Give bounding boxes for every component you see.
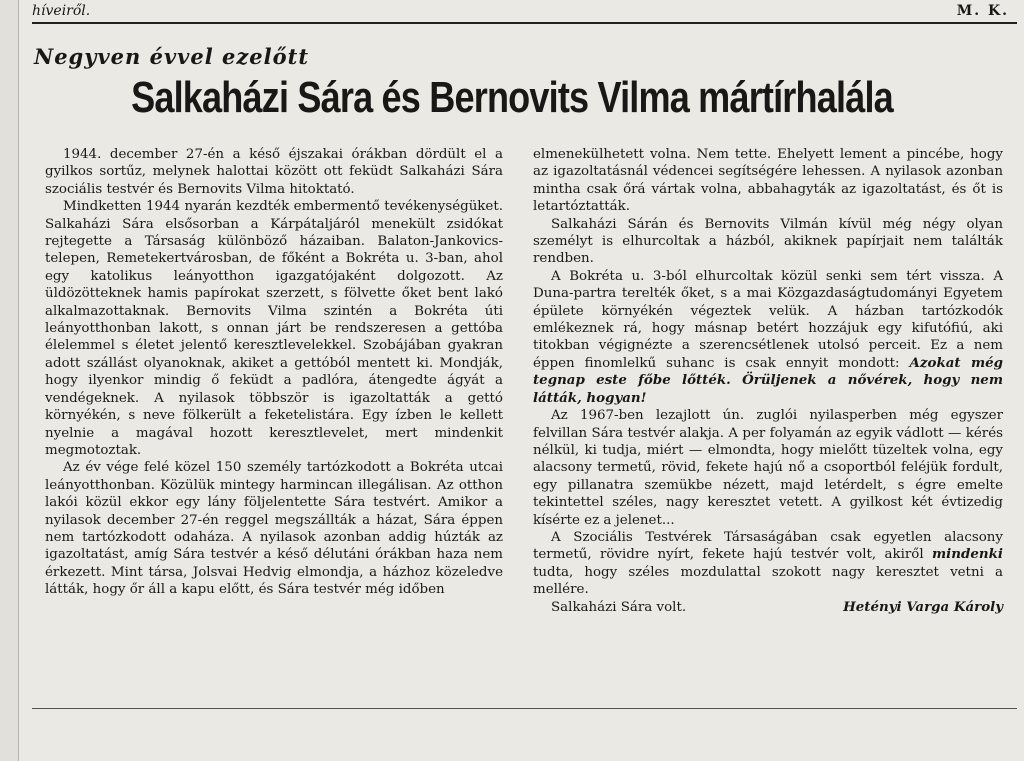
paragraph: 1944. december 27-én a késő éjszakai órákban dördült el a gyilkos sortűz, melynek halottai között ott feküdt Salkaházi Sára szociális testvér és Bernovits Vilma hitoktató. [45,147,503,197]
signoff-line [533,599,1003,616]
article-kicker: Negyven évvel ezelőtt [34,44,310,69]
paragraph-continued: elmenekülhetett volna. Nem tette. Ehelyett lement a pincébe, hogy az igazoltatásnál védencei segítségére lehessen. A nyilasok azonban mintha csak őrá vártak volna, abbahagyták az igazoltatást, és őt is letartóztatták. [533,147,1003,215]
article-column-left [45,146,503,599]
page-edge [0,0,19,761]
paragraph: Salkaházi Sárán és Bernovits Vilmán kívül még négy olyan személyt is elhurcoltak a házból, akiknek papírjait nem találták rendben. [533,216,1003,267]
closing-sentence: Salkaházi Sára volt. [551,599,687,615]
previous-article-tail: híveiről. [32,3,91,19]
paragraph-text: A Bokréta u. 3-ból elhurcoltak közül senki sem tért vissza. A Duna-partra terelték őket, s a mai Közgazdaságtudományi Egyetem épülete környékén végeztek velük. A házban tartózkodók emlékeznek rá, hogy másnap betért hozzájuk egy kifutófiú, aki titokban végignézte a szerencsétlenek utolsó perceit. Ez a nem éppen finomlelkű suhanc is csak ennyit mondott: [533,268,1003,371]
bottom-divider [32,708,1017,709]
author-byline: Hetényi Varga Károly [843,598,1003,615]
paragraph: Mindketten 1944 nyarán kezdték embermentő tevékenységüket. Salkaházi Sára elsősorban a Kárpátaljáról menekült zsidókat rejtegette a Társaság különböző házaiban. Balaton-Jankovics-telepen, Remetekertvárosban, de főként a Bokréta u. 3-ban, ahol egy katolikus leányotthon igazgatójaként dolgozott. Az üldözötteknek hamis papírokat szerzett, s fölvette őket bent lakó alkalmazottaknak. Bernovits Vilma szintén a Bokréta úti leányotthonban lakott, s onnan járt be rendszeresen a gettóba élelemmel s életet jelentő keresztlevelekkel. Szobájában gyakran adott szállást olyanoknak, akiket a gettóból mentett ki. Mondják, hogy ilyenkor mindig ő feküdt a padlóra, átengedte ágyát a vendégeknek. A nyilasok többször is igazoltatták a gettó környékén, s neve fölkerült a feketelistára. Egy ízben le kellett nyelnie a magával hozott keresztlevelet, mert mindenkit megmotoztak. [45,199,503,458]
paragraph: Az év vége felé közel 150 személy tartózkodott a Bokréta utcai leányotthonban. Közülük mintegy harmincan illegálisan. Az otthon lakói közül ekkor egy lány följelentette Sára testvért. Amikor a nyilasok december 27-én reggel megszállták a házat, Sára éppen nem tartózkodott odaháza. A nyilasok azonban addig húzták az igazoltatást, amíg Sára testvér a késő délutáni órákban haza nem érkezett. Mint társa, Jolsvai Hedvig elmondja, a házhoz közeledve látták, hogy őr áll a kapu előtt, és Sára testvér még időben [45,460,503,598]
top-strip [32,0,1017,22]
article-title: Salkaházi Sára és Bernovits Vilma mártírhalála [131,73,893,122]
paragraph [533,268,1003,407]
paragraph-text: A Szociális Testvérek Társaságában csak egyetlen alacsony termetű, rövidre nyírt, fekete hajú testvér volt, akiről [533,529,1003,563]
article-column-right [533,146,1003,616]
top-divider [32,22,1017,24]
paragraph: Az 1967-ben lezajlott ún. zuglói nyilasperben még egyszer felvillan Sára testvér alakja. A per folyamán az egyik vádlott — kérés nélkül, ki tudja, miért — elmondta, hogy mielőtt tüzeltek volna, egy alacsony termetű, rövid, fekete hajú nő a csoportból feléjük fordult, egy pillanatra szemükbe nézett, majd letérdelt, s égre emelte tekintettel széles, nagy keresztet vetett. A gyilkost két évtizedig kísérte ez a jelenet... [533,408,1003,528]
emphasized-word: mindenki [932,546,1003,563]
previous-article-signature: M. K. [956,3,1009,19]
paragraph [533,529,1003,599]
quoted-statement: Azokat még tegnap este főbe lőtték. Örüljenek a nővérek, hogy nem látták, hogyan! [533,354,1004,406]
paragraph-text: tudta, hogy széles mozdulattal szokott nagy keresztet vetni a mellére. [533,564,1003,598]
